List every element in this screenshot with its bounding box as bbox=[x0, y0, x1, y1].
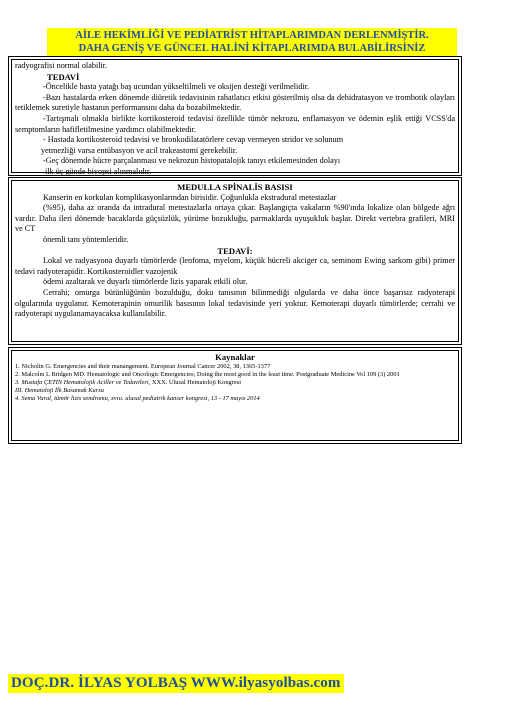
reference-3 bbox=[15, 379, 455, 387]
treatment-paragraph-5b: ilk üç günde biyopsi alınmalıdır. bbox=[45, 166, 152, 176]
spinal-paragraph-1a: Kanserin en korkulan komplikasyonlarından birisidir. Çoğunlukla ekstradural metestazlar bbox=[43, 192, 337, 202]
treatment-paragraph-4a: - Hastada kortikosteroid tedavisi ve bronkodilatatörlere cevap vermeyen stridor ve solunum bbox=[43, 135, 344, 145]
reference-3-italic: 3. Mustafa ÇETİN Hematolojik Aciller ve Tedavileri, bbox=[15, 379, 151, 386]
treatment-paragraph-2: -Bazı hastalarda erken dönemde diüretik tedavisinin rahatlatıcı etkisi gösterilmiş olsa da dehidratasyon ve trombotik olayları tetiklemek suretiyle hastanın performansını daha da bozabilmektedir. bbox=[15, 92, 455, 113]
reference-4: 4. Sema Vural, tümör lizis sendromu, xvııı. ulusal pediatrik kanser kongresi, 13 - 17 mayıs 2014 bbox=[15, 395, 260, 403]
treatment-paragraph-4b: yetmezliği varsa entübasyon ve acil trakeastomi gerekebilir. bbox=[41, 145, 238, 155]
spinal-cord-section bbox=[11, 180, 459, 342]
spinal-paragraph-3: Cerrahi; omurga bütünlüğünün bozulduğu, doku tanısının bilinmediği olgularda ve daha önce başarısız radyoterapi olgularında uygulanır. Kemoterapinin omurilik basısının lokal tedavisinde yeri yoktur. Kemoterapi duyarlı tümörlerde; cerrahi ve radyoterapi uygulanamayacaksa kullanılabilir. bbox=[15, 287, 455, 319]
spinal-cord-heading: MEDULLA SPİNALİS BASISI bbox=[177, 182, 293, 192]
spinal-paragraph-2: Lokal ve radyasyona duyarlı tümörlerde (lenfoma, myelom, küçük hücreli akciger ca, seminom Ewing sarkom gibi) primer tedavi radyoterapidir. Kortikosteroidler vazojenik bbox=[15, 256, 455, 276]
references-section-box bbox=[8, 347, 462, 444]
treatment-paragraph-1: -Öncelikle hasta yatağı baş ucundan yükseltilmeli ve oksijen desteği verilmelidir. bbox=[43, 82, 310, 92]
treatment-heading: TEDAVİ bbox=[47, 71, 80, 82]
header-banner bbox=[47, 28, 457, 56]
spinal-cord-section-box bbox=[8, 177, 462, 345]
spinal-treatment-heading: TEDAVİ: bbox=[217, 245, 253, 256]
reference-2: 2. Malcolm L Bridgen MD. Hematologic and Oncologic Emergencies; Doing the most good in the least time. Postgraduate Medicine Vol 109 (3) 2001 bbox=[15, 370, 400, 378]
treatment-paragraph-5a: -Geç dönemde hücre parçalanması ve nekrozun histopatalojik tanıyı etkilemesinden dolayı bbox=[43, 156, 341, 166]
footer-author-website: DOÇ.DR. İLYAS YOLBAŞ WWW.ilyasyolbas.com bbox=[8, 674, 344, 693]
references-heading: Kaynaklar bbox=[215, 352, 255, 362]
reference-3-congress: XXX. Ulusal Hematoloji Kongresi bbox=[150, 379, 241, 386]
reference-3-course: III. Hematoloji İlk Basamak Kursu bbox=[15, 387, 104, 395]
header-line-1: AİLE HEKİMLİĞİ VE PEDİATRİST HİTAPLARIMDAN DERLENMİŞTİR. bbox=[75, 30, 429, 41]
treatment-section-box bbox=[8, 56, 462, 176]
spinal-paragraph-2b: ödemi azaltarak ve duyarlı tümörlerde lizis yaparak etkili olur. bbox=[43, 277, 248, 287]
intro-text: radyografisi normal olabilir. bbox=[15, 61, 108, 70]
references-section bbox=[11, 350, 459, 441]
reference-1: 1. Nicholin G. Emergencies and their manangement. European Journal Cancer 2002, 38, 1365-1377 bbox=[15, 362, 271, 370]
treatment-paragraph-3: -Tartışmalı olmakla birlikte kortikosteroid tedavisi özellikle tümör nekrozu, enflamasyon ve ödemin eşlik ettiği VCSS'da semptomların hafifletilmesine yardımcı olabilmektedir. bbox=[15, 113, 455, 134]
spinal-paragraph-1b: (%95), daha az oranda da intradural metestazlarla ortaya çıkar. Başlangıçta vakaların %90'ında lokalize olan bölgede ağrı vardır. Daha ileri dönemde bacaklarda güçsüzlük, yürüme bozukluğu, parmaklarda uyuşukluk başlar. Direkt vertebra grafileri, MRI ve CT bbox=[15, 203, 455, 234]
spinal-paragraph-1c: önemli tanı yöntemleridir. bbox=[43, 234, 129, 244]
treatment-section bbox=[11, 59, 459, 176]
header-line-2: DAHA GENİŞ VE GÜNCEL HALİNİ KİTAPLARIMDA BULABİLİRSİNİZ bbox=[78, 43, 426, 54]
